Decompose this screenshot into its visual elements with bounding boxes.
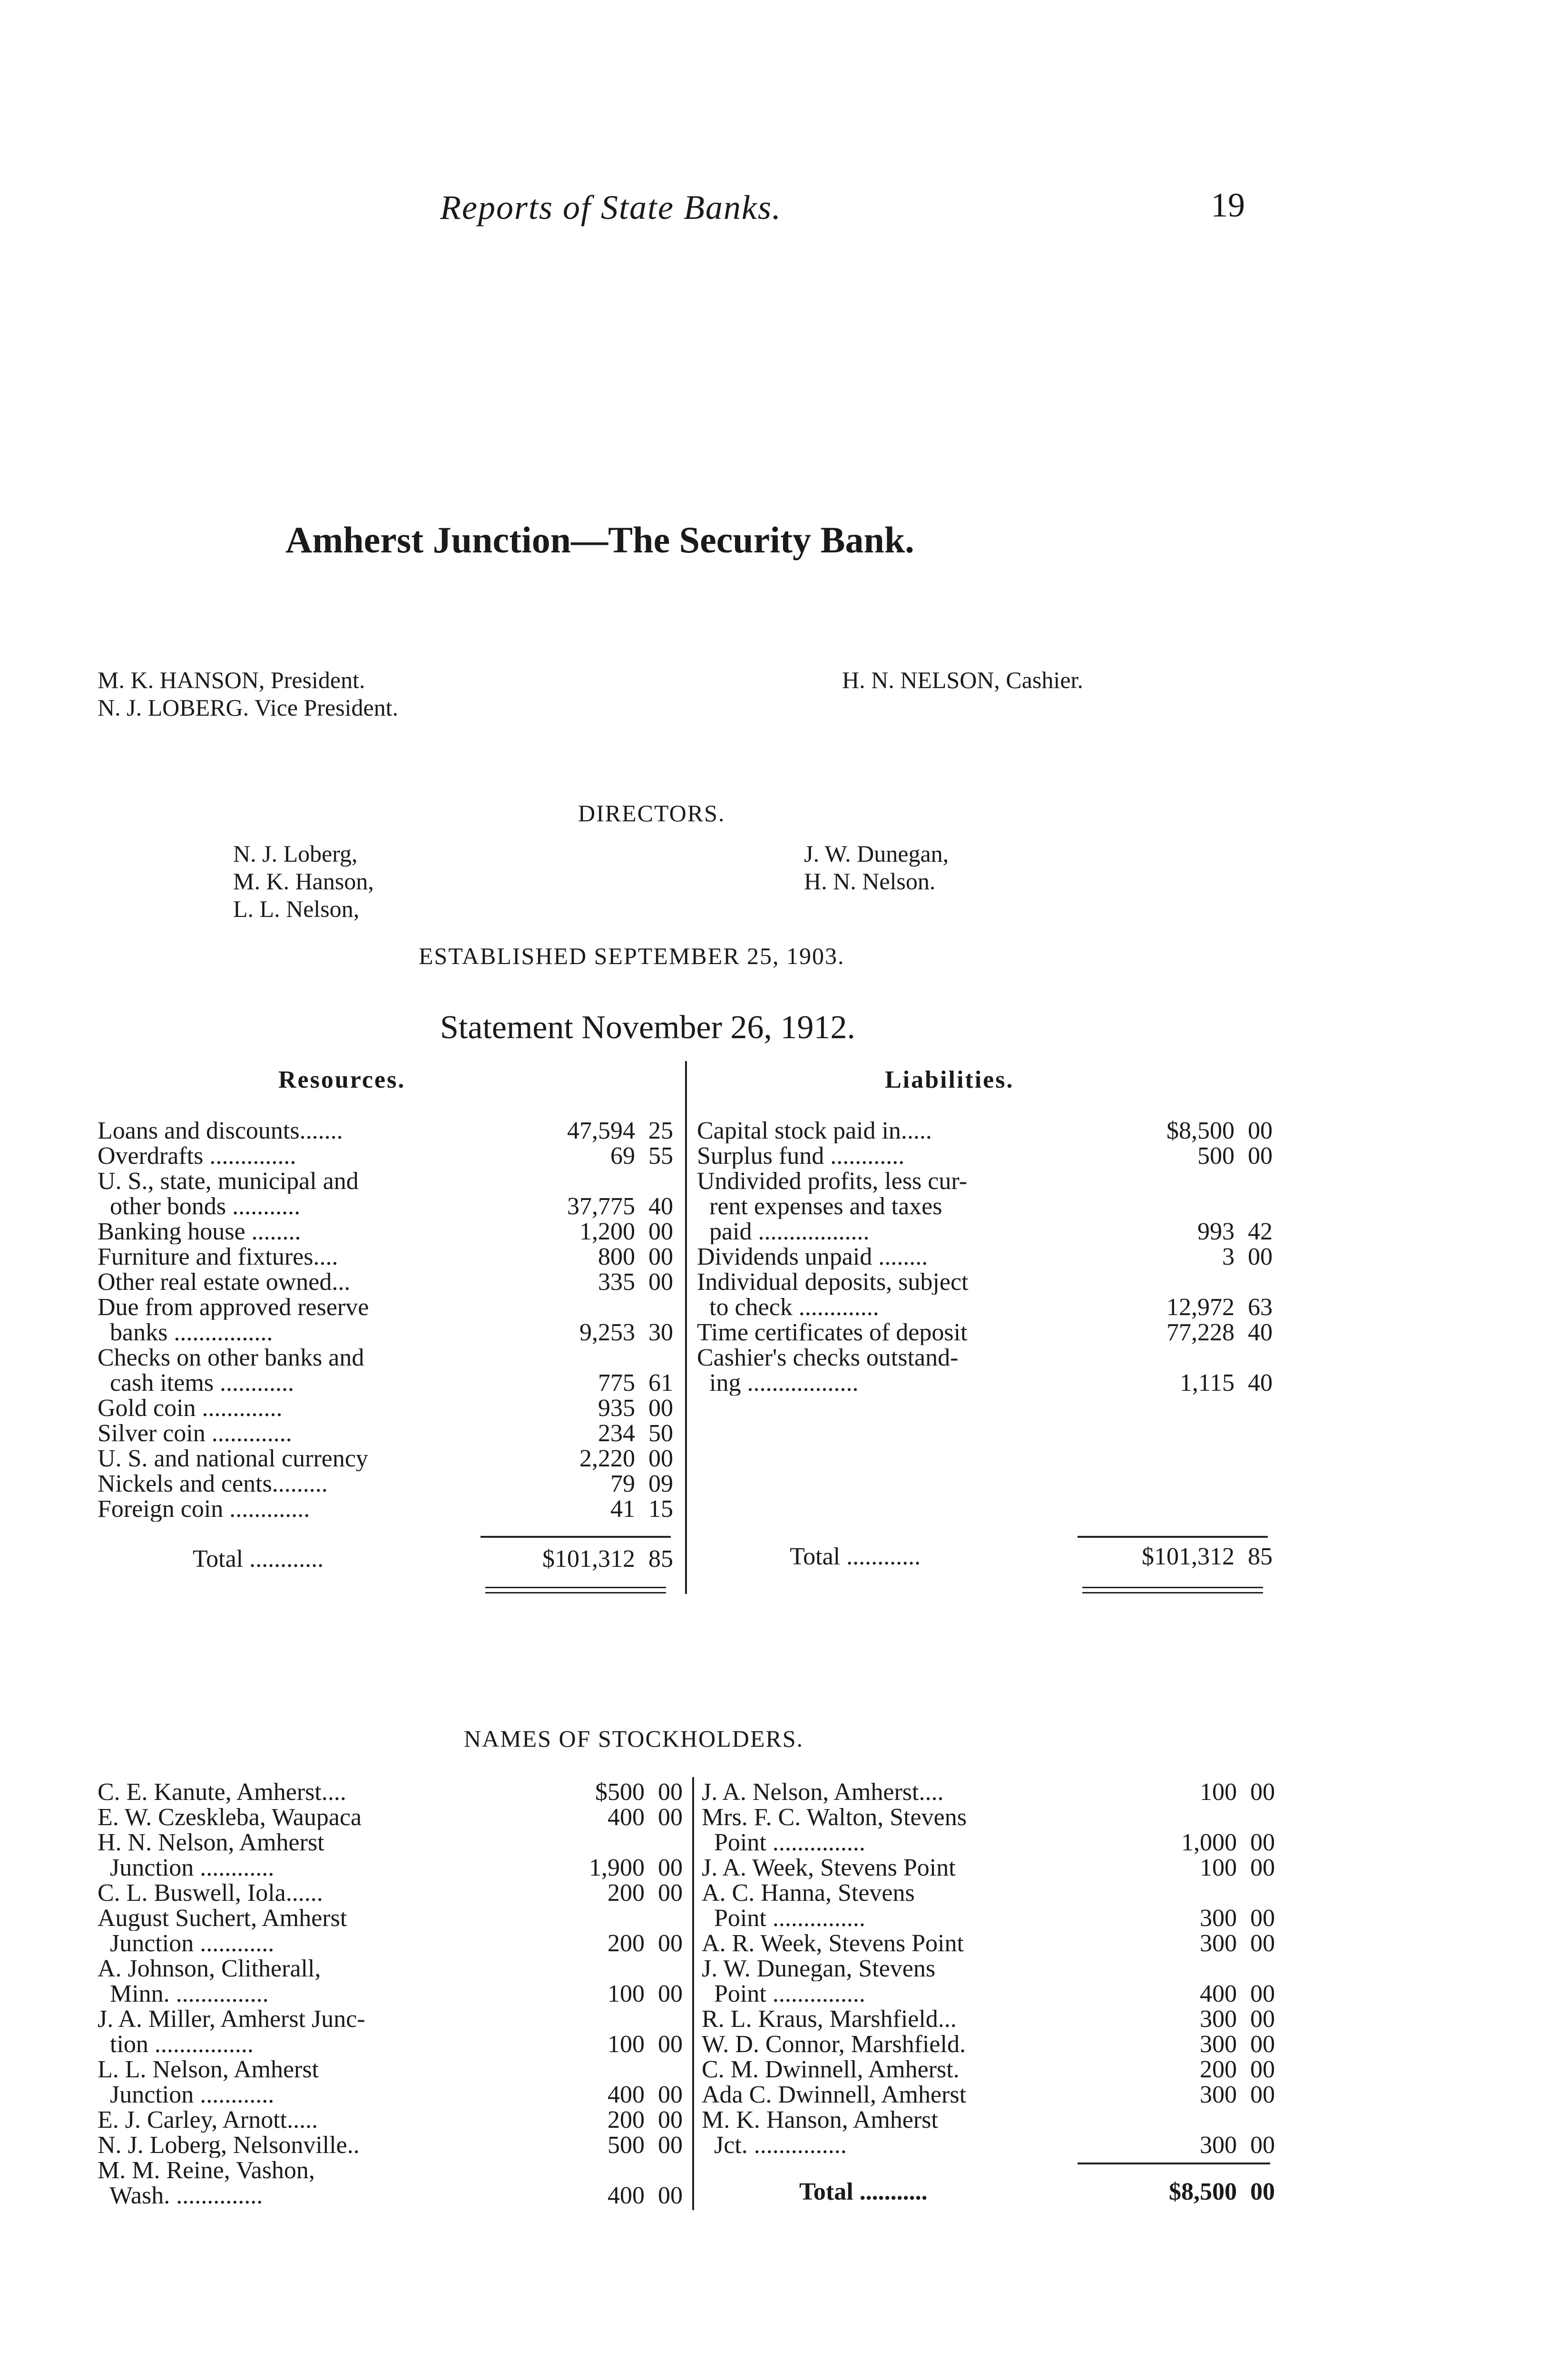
stockholder-row-label: H. N. Nelson, Amherst	[98, 1830, 324, 1855]
resources-total-label: Total ............	[193, 1546, 324, 1572]
liability-row-dollars: 3	[1222, 1243, 1235, 1270]
liability-row-dollars: $8,500	[1166, 1117, 1235, 1144]
liability-row	[697, 1370, 1273, 1396]
resource-row-dollars: 1,200	[579, 1218, 635, 1245]
resources-total-row	[98, 1546, 673, 1572]
stockholder-row	[702, 1880, 1275, 1906]
stockholder-row-label: Jct. ...............	[702, 2133, 847, 2158]
stockholder-row-cents	[1237, 1805, 1275, 1830]
stockholder-row-dollars: 300	[1200, 2132, 1237, 2159]
stockholder-row-dollars	[488, 1830, 645, 1855]
stockholder-row-cents: 00	[658, 2132, 683, 2159]
stockholder-row	[98, 1779, 683, 1805]
stockholder-row-dollars: 100	[608, 1980, 645, 2007]
stockholder-row-cents: 00	[1250, 1905, 1275, 1932]
resource-row-label: Banking house ........	[98, 1219, 301, 1244]
stockholder-row-dollars: 100	[1200, 1779, 1237, 1806]
liability-row-cents: 00	[1248, 1142, 1273, 1170]
page-number: 19	[1211, 186, 1245, 224]
stockholder-row	[702, 1830, 1275, 1855]
stockholder-row-dollars	[1082, 1880, 1237, 1906]
director-name: L. L. Nelson,	[233, 895, 360, 922]
stockholder-row-dollars: 200	[1200, 2056, 1237, 2083]
stockholder-row-cents: 00	[658, 1779, 683, 1806]
resource-row-label: U. S. and national currency	[98, 1446, 368, 1471]
stockholder-row	[702, 1931, 1275, 1956]
stockholder-row-label: Wash. ..............	[98, 2183, 263, 2208]
liability-row-cents: 00	[1248, 1117, 1273, 1144]
liability-row	[697, 1194, 1273, 1219]
resource-row-cents	[635, 1295, 673, 1320]
resource-row	[98, 1143, 673, 1169]
stockholder-row-dollars: 200	[608, 1879, 645, 1907]
resource-row-cents: 00	[648, 1268, 673, 1296]
stockholder-row-cents: 00	[1250, 2081, 1275, 2108]
stockholder-row-dollars: 400	[608, 1804, 645, 1831]
stockholder-row-cents: 00	[1250, 1980, 1275, 2007]
stockholders-total-cents: 00	[1250, 2178, 1275, 2205]
liability-row	[697, 1345, 1273, 1370]
liability-row-cents: 63	[1248, 1294, 1273, 1321]
resource-row-dollars	[478, 1169, 635, 1194]
stockholder-row-label: Junction ............	[98, 1931, 274, 1956]
resources-total-double-rule	[485, 1587, 666, 1593]
resource-row	[98, 1370, 673, 1396]
resource-row-dollars: 800	[598, 1243, 635, 1270]
resource-row-label: Nickels and cents.........	[98, 1471, 328, 1496]
statement-date: Statement November 26, 1912.	[440, 1009, 855, 1046]
stockholder-row	[702, 1981, 1275, 2006]
resource-row	[98, 1471, 673, 1496]
stockholder-row-cents: 00	[658, 2182, 683, 2209]
resource-row-dollars: 47,594	[567, 1117, 635, 1144]
stockholder-row-dollars: 300	[1200, 2031, 1237, 2058]
liability-row	[697, 1169, 1273, 1194]
officer-vice-president: N. J. LOBERG. Vice President.	[98, 694, 399, 721]
stockholder-row-cents	[1237, 2107, 1275, 2133]
stockholder-row-label: J. A. Week, Stevens Point	[702, 1855, 956, 1880]
stockholder-row-dollars: 1,000	[1181, 1829, 1237, 1856]
stockholder-row-dollars	[488, 1906, 645, 1931]
stockholder-row-cents: 00	[1250, 1829, 1275, 1856]
liability-row	[697, 1269, 1273, 1295]
bank-title: Amherst Junction—The Security Bank.	[285, 519, 914, 560]
stockholder-row	[702, 1855, 1275, 1880]
resource-row-cents: 00	[648, 1395, 673, 1422]
stockholder-row-cents: 00	[658, 2031, 683, 2058]
stockholder-row-label: W. D. Connor, Marshfield.	[702, 2032, 966, 2057]
stockholder-row-cents	[1237, 1956, 1275, 1981]
resource-row	[98, 1219, 673, 1244]
liabilities-total-double-rule	[1082, 1587, 1263, 1593]
resources-table	[98, 1118, 673, 1522]
stockholder-row-dollars: 400	[608, 2182, 645, 2209]
stockholder-row-dollars: 400	[1200, 1980, 1237, 2007]
resource-row-cents: 00	[648, 1445, 673, 1472]
stockholder-row	[702, 2133, 1275, 2158]
stockholder-row	[98, 2133, 683, 2158]
stockholder-row-label: J. A. Nelson, Amherst....	[702, 1779, 944, 1805]
stockholder-row-dollars: 300	[1200, 2081, 1237, 2108]
liability-row	[697, 1320, 1273, 1345]
resource-row	[98, 1295, 673, 1320]
stockholder-row-label: A. R. Week, Stevens Point	[702, 1931, 964, 1956]
stockholder-row	[98, 1906, 683, 1931]
stockholder-row-cents: 00	[658, 1804, 683, 1831]
stockholder-row	[98, 1855, 683, 1880]
resource-row-cents	[635, 1169, 673, 1194]
stockholder-row	[702, 2082, 1275, 2107]
resource-row-dollars: 79	[610, 1470, 635, 1497]
liability-row	[697, 1118, 1273, 1143]
liabilities-table	[697, 1118, 1273, 1396]
stockholder-row-cents: 00	[658, 2106, 683, 2133]
resource-row-label: Furniture and fixtures....	[98, 1244, 338, 1269]
stockholder-row	[98, 2032, 683, 2057]
resource-row-cents: 25	[648, 1117, 673, 1144]
resource-row-cents: 30	[648, 1319, 673, 1346]
resource-row-label: cash items ............	[98, 1370, 294, 1396]
stockholder-row-cents	[645, 1830, 683, 1855]
stockholder-row-cents: 00	[658, 1879, 683, 1907]
stockholder-row-dollars: 300	[1200, 1905, 1237, 1932]
liability-row-cents: 40	[1248, 1319, 1273, 1346]
resource-row-label: banks ................	[98, 1320, 273, 1345]
stockholder-row	[702, 2107, 1275, 2133]
stockholder-row	[98, 2082, 683, 2107]
resource-row-label: Checks on other banks and	[98, 1345, 364, 1370]
resource-row	[98, 1396, 673, 1421]
stockholder-row-label: Mrs. F. C. Walton, Stevens	[702, 1805, 967, 1830]
liability-row-cents	[1235, 1169, 1273, 1194]
resource-row-cents: 00	[648, 1243, 673, 1270]
stockholder-row-cents	[645, 2006, 683, 2032]
officers-left	[98, 666, 398, 721]
stockholders-left-list	[98, 1779, 683, 2208]
resource-row-dollars	[478, 1345, 635, 1370]
officer-cashier: H. N. NELSON, Cashier.	[842, 667, 1083, 693]
stockholder-row-dollars	[1082, 1805, 1237, 1830]
liabilities-total-row	[697, 1544, 1273, 1569]
resource-row-dollars: 234	[598, 1420, 635, 1447]
resource-row-label: Loans and discounts.......	[98, 1118, 343, 1143]
liability-row-cents: 40	[1248, 1369, 1273, 1396]
director-name: M. K. Hanson,	[233, 868, 374, 895]
resource-row-cents: 40	[648, 1193, 673, 1220]
stockholders-total-rule	[1078, 2163, 1270, 2164]
stockholder-row-cents: 00	[658, 1980, 683, 2007]
resource-row-label: other bonds ...........	[98, 1194, 301, 1219]
liability-row-dollars	[1078, 1345, 1235, 1370]
stockholder-row-label: A. C. Hanna, Stevens	[702, 1880, 915, 1906]
stockholder-row-cents: 00	[1250, 2005, 1275, 2033]
stockholder-row-cents: 00	[658, 1930, 683, 1957]
stockholder-row-cents: 00	[658, 2081, 683, 2108]
stockholder-row	[98, 1956, 683, 1981]
stockholder-row-cents	[1237, 1880, 1275, 1906]
resource-row-cents: 55	[648, 1142, 673, 1170]
liability-row-label: rent expenses and taxes	[697, 1194, 942, 1219]
resources-heading: Resources.	[278, 1066, 406, 1093]
stockholder-row-cents: 00	[1250, 2056, 1275, 2083]
liability-row-label: Capital stock paid in.....	[697, 1118, 932, 1143]
stockholder-row	[98, 2006, 683, 2032]
resources-total-cents: 85	[648, 1545, 673, 1573]
stockholder-row	[98, 2158, 683, 2183]
resource-row	[98, 1194, 673, 1219]
liabilities-total-cents: 85	[1248, 1543, 1273, 1570]
liability-row	[697, 1295, 1273, 1320]
stockholder-row-label: R. L. Kraus, Marshfield...	[702, 2006, 957, 2032]
liability-row	[697, 1143, 1273, 1169]
resource-row-label: Gold coin .............	[98, 1396, 283, 1421]
stockholder-row-label: M. M. Reine, Vashon,	[98, 2158, 315, 2183]
resource-row	[98, 1169, 673, 1194]
stockholder-row-dollars	[488, 2006, 645, 2032]
resource-row-cents: 50	[648, 1420, 673, 1447]
stockholder-row-label: J. W. Dunegan, Stevens	[702, 1956, 936, 1981]
stockholder-row-dollars: 200	[608, 2106, 645, 2133]
stockholder-row	[702, 1956, 1275, 1981]
stockholder-row-label: Junction ............	[98, 2082, 274, 2107]
liability-row-label: to check .............	[697, 1295, 879, 1320]
liability-row-label: Individual deposits, subject	[697, 1269, 969, 1295]
resource-row	[98, 1118, 673, 1143]
stockholder-row-label: M. K. Hanson, Amherst	[702, 2107, 938, 2133]
liability-row-dollars: 500	[1197, 1142, 1235, 1170]
stockholder-row	[98, 1880, 683, 1906]
liability-row	[697, 1219, 1273, 1244]
stockholder-row-cents: 00	[1250, 1854, 1275, 1881]
liability-row-label: paid ..................	[697, 1219, 870, 1244]
liabilities-total-dollars: $101,312	[1142, 1543, 1235, 1570]
resource-row	[98, 1244, 673, 1269]
directors-heading: DIRECTORS.	[578, 800, 725, 826]
liabilities-heading: Liabilities.	[885, 1066, 1014, 1093]
liability-row-dollars: 1,115	[1179, 1369, 1235, 1396]
liability-row-cents	[1235, 1194, 1273, 1219]
stockholder-row	[702, 1906, 1275, 1931]
stockholder-row-dollars: 100	[608, 2031, 645, 2058]
liability-row-dollars	[1078, 1169, 1235, 1194]
stockholder-row-cents: 00	[1250, 1930, 1275, 1957]
running-title: Reports of State Banks.	[440, 188, 782, 226]
stockholder-row-dollars: 200	[608, 1930, 645, 1957]
stockholder-row	[702, 2006, 1275, 2032]
stockholder-row-label: C. L. Buswell, Iola......	[98, 1880, 323, 1906]
resource-row-cents	[635, 1345, 673, 1370]
stockholder-row-cents	[645, 1906, 683, 1931]
liability-row-label: Undivided profits, less cur-	[697, 1169, 967, 1194]
liability-row-cents: 00	[1248, 1243, 1273, 1270]
stockholder-row-dollars	[1082, 2107, 1237, 2133]
established-date: ESTABLISHED SEPTEMBER 25, 1903.	[419, 943, 845, 969]
stockholder-row	[98, 2057, 683, 2082]
stockholder-row-label: J. A. Miller, Amherst Junc-	[98, 2006, 365, 2032]
officer-president: M. K. HANSON, President.	[98, 667, 365, 693]
resource-row-dollars	[478, 1295, 635, 1320]
resources-total-dollars: $101,312	[542, 1545, 635, 1573]
stockholder-row	[702, 2032, 1275, 2057]
stockholder-row-dollars: $500	[595, 1779, 645, 1806]
stockholder-row-cents	[645, 2158, 683, 2183]
liability-row-label: Time certificates of deposit	[697, 1320, 968, 1345]
stockholder-row-dollars	[488, 2158, 645, 2183]
stockholder-row-label: Ada C. Dwinnell, Amherst	[702, 2082, 967, 2107]
liability-row-label: Dividends unpaid ........	[697, 1244, 928, 1269]
stockholder-row-label: E. W. Czeskleba, Waupaca	[98, 1805, 362, 1830]
resource-row-cents: 15	[648, 1495, 673, 1523]
liabilities-total-rule	[1078, 1536, 1268, 1538]
resource-row-dollars: 69	[610, 1142, 635, 1170]
stockholder-row-label: August Suchert, Amherst	[98, 1906, 347, 1931]
stockholder-row-label: Point ...............	[702, 1981, 865, 2006]
stockholder-row	[702, 1805, 1275, 1830]
resources-total-rule	[480, 1536, 671, 1538]
resource-row	[98, 1446, 673, 1471]
stockholder-row-label: Point ...............	[702, 1906, 865, 1931]
stockholder-row-dollars	[488, 2057, 645, 2082]
stockholder-row-dollars: 100	[1200, 1854, 1237, 1881]
stockholder-row-cents: 00	[1250, 1779, 1275, 1806]
stockholder-row	[98, 1931, 683, 1956]
stockholders-total-label: Total ...........	[799, 2179, 928, 2204]
stockholder-row-dollars: 1,900	[589, 1854, 645, 1881]
resource-row	[98, 1496, 673, 1522]
stockholder-row-label: Junction ............	[98, 1855, 274, 1880]
stockholder-row-dollars: 300	[1200, 2005, 1237, 2033]
director-name: N. J. Loberg,	[233, 840, 358, 867]
stockholder-row-dollars: 400	[608, 2081, 645, 2108]
director-name: J. W. Dunegan,	[804, 840, 949, 867]
stockholder-row-label: L. L. Nelson, Amherst	[98, 2057, 319, 2082]
stockholders-right-list	[702, 1779, 1275, 2158]
stockholder-row	[98, 1830, 683, 1855]
resource-row-cents: 61	[648, 1369, 673, 1396]
resource-row	[98, 1269, 673, 1295]
liability-row	[697, 1244, 1273, 1269]
stockholder-row-label: N. J. Loberg, Nelsonville..	[98, 2133, 360, 2158]
stockholder-row-dollars	[1082, 1956, 1237, 1981]
resource-row-label: Due from approved reserve	[98, 1295, 369, 1320]
resource-row-dollars: 2,220	[579, 1445, 635, 1472]
directors-right	[804, 840, 949, 895]
resource-row	[98, 1421, 673, 1446]
liability-row-dollars	[1078, 1194, 1235, 1219]
resource-row	[98, 1320, 673, 1345]
resource-row-cents: 09	[648, 1470, 673, 1497]
stockholder-row-cents	[645, 1956, 683, 1981]
liability-row-cents	[1235, 1269, 1273, 1295]
resource-row	[98, 1345, 673, 1370]
liability-row-cents	[1235, 1345, 1273, 1370]
stockholder-row-cents	[645, 2057, 683, 2082]
directors-left	[233, 840, 374, 923]
liability-row-cents: 42	[1248, 1218, 1273, 1245]
stockholder-row	[702, 1779, 1275, 1805]
stockholder-row-cents: 00	[658, 1854, 683, 1881]
liability-row-label: ing ..................	[697, 1370, 859, 1396]
resource-row-label: Other real estate owned...	[98, 1269, 351, 1295]
stockholders-total-dollars: $8,500	[1169, 2178, 1237, 2205]
stockholder-row	[98, 2107, 683, 2133]
stockholder-row-label: C. E. Kanute, Amherst....	[98, 1779, 346, 1805]
stockholder-row-dollars: 300	[1200, 1930, 1237, 1957]
resource-row-label: Silver coin .............	[98, 1421, 292, 1446]
stockholder-row	[702, 2057, 1275, 2082]
stockholder-row-label: tion ................	[98, 2032, 254, 2057]
column-divider	[685, 1061, 687, 1594]
resource-row-label: Foreign coin .............	[98, 1496, 310, 1522]
director-name: H. N. Nelson.	[804, 868, 936, 895]
liability-row-dollars	[1078, 1269, 1235, 1295]
stockholder-row-label: E. J. Carley, Arnott.....	[98, 2107, 318, 2133]
stockholders-heading: NAMES OF STOCKHOLDERS.	[464, 1725, 804, 1752]
stockholders-total-row	[702, 2179, 1275, 2204]
stockholder-row-cents: 00	[1250, 2132, 1275, 2159]
liabilities-total-label: Total ............	[790, 1544, 921, 1569]
liability-row-dollars: 77,228	[1166, 1319, 1235, 1346]
liability-row-dollars: 12,972	[1166, 1294, 1235, 1321]
resource-row-cents: 00	[648, 1218, 673, 1245]
resource-row-dollars: 335	[598, 1268, 635, 1296]
liability-row-dollars: 993	[1197, 1218, 1235, 1245]
stockholder-row	[98, 1805, 683, 1830]
stockholder-row-label: A. Johnson, Clitherall,	[98, 1956, 321, 1981]
stockholder-row	[98, 2183, 683, 2208]
resource-row-dollars: 775	[598, 1369, 635, 1396]
resource-row-dollars: 41	[610, 1495, 635, 1523]
stockholder-row-cents: 00	[1250, 2031, 1275, 2058]
resource-row-dollars: 37,775	[567, 1193, 635, 1220]
resource-row-dollars: 9,253	[579, 1319, 635, 1346]
stockholders-divider	[692, 1777, 694, 2210]
resource-row-label: Overdrafts ..............	[98, 1143, 296, 1169]
stockholder-row	[98, 1981, 683, 2006]
resource-row-label: U. S., state, municipal and	[98, 1169, 359, 1194]
resource-row-dollars: 935	[598, 1395, 635, 1422]
stockholder-row-dollars: 500	[608, 2132, 645, 2159]
stockholder-row-dollars	[488, 1956, 645, 1981]
liability-row-label: Cashier's checks outstand-	[697, 1345, 959, 1370]
stockholder-row-label: Point ...............	[702, 1830, 865, 1855]
stockholder-row-label: C. M. Dwinnell, Amherst.	[702, 2057, 960, 2082]
liability-row-label: Surplus fund ............	[697, 1143, 905, 1169]
stockholder-row-label: Minn. ...............	[98, 1981, 269, 2006]
